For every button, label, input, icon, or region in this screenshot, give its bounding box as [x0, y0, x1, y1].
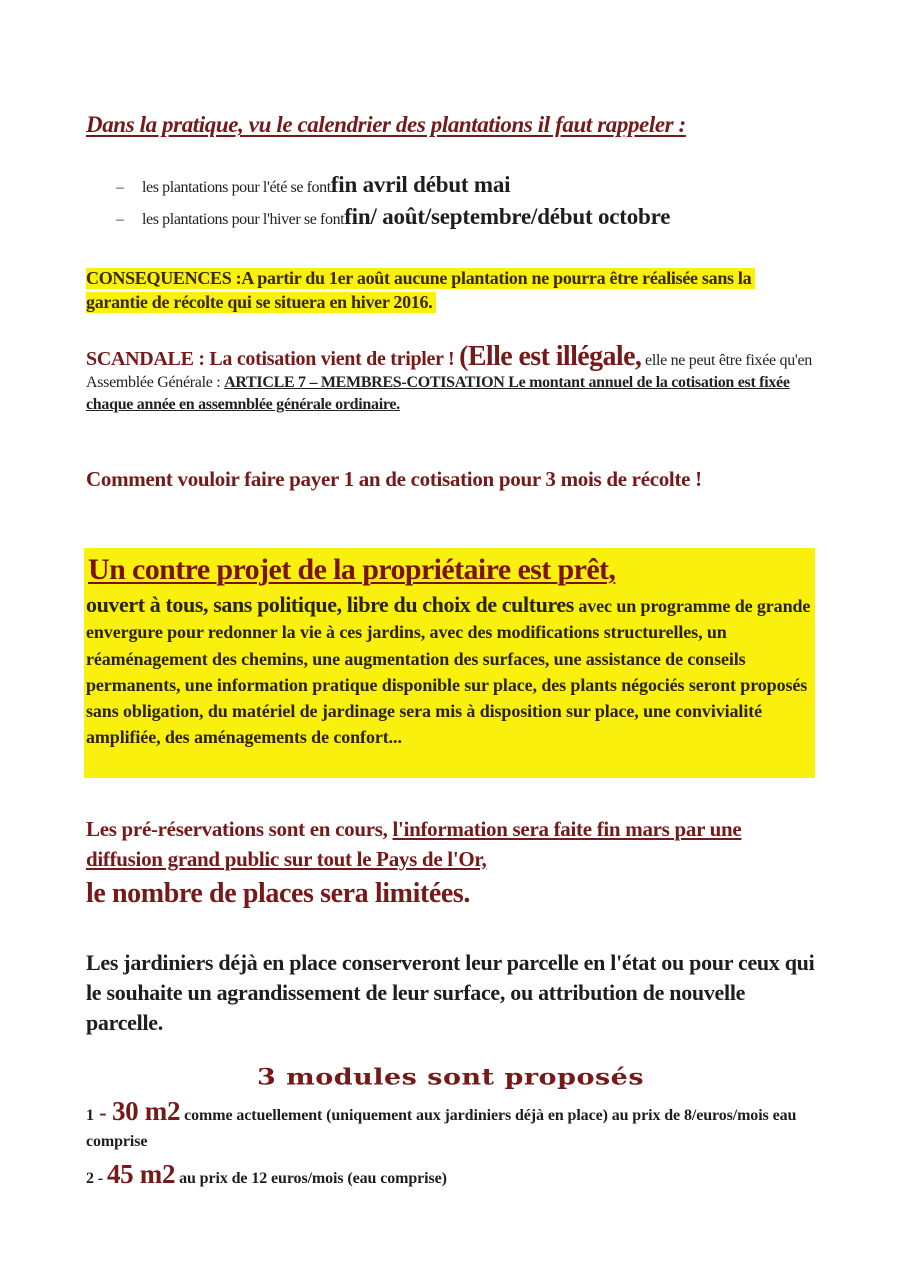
- scandale-continuation: elle ne peut être fixée qu'en Assemblée Générale :: [86, 352, 812, 391]
- reservations-announcement: l'information sera faite fin mars par une diffusion grand public sur tout le Pays de l'Or,: [86, 817, 742, 871]
- module-item: [86, 1098, 816, 1155]
- project-body-text: avec un programme de grande envergure pour redonner la vie à ces jardins, avec des modifications structurelles, un réaménagement des chemins, une augmentation des surfaces, une assistance de conseils permanents, une information pratique disponible sur place, des plants négociés seront proposés sans obligation, du matériel de jardinage sera mis à disposition sur place, une convivialité amplifiée, des aménagements de confort...: [86, 596, 811, 748]
- module-number: 1: [86, 1107, 94, 1124]
- project-description: [86, 592, 814, 751]
- intro-heading: Dans la pratique, vu le calendrier des plantations il faut rappeler :: [86, 112, 686, 137]
- dash-bullet-icon: –: [116, 211, 124, 228]
- project-lead: ouvert à tous, sans politique, libre du choix de cultures: [86, 592, 574, 617]
- article-7-citation: ARTICLE 7 – MEMBRES-COTISATION Le montant annuel de la cotisation est fixée chaque année en assemnblée générale ordinaire.: [86, 374, 790, 413]
- dash-bullet-icon: –: [116, 179, 124, 196]
- reservations-paragraph: [86, 814, 816, 914]
- scandale-emphasis: (Elle est illégale,: [459, 341, 642, 372]
- consequences-highlight: CONSEQUENCES :A partir du 1er août aucune plantation ne pourra être réalisée sans la garantie de récolte qui se situera en hiver 2016.: [86, 268, 755, 313]
- module-size: 30 m2: [111, 1096, 181, 1126]
- bullet-text: les plantations pour l'été se font: [142, 179, 331, 196]
- module-item: [86, 1161, 816, 1192]
- module-description: comme actuellement (uniquement aux jardiniers déjà en place) au prix de 8/euros/mois eau comprise: [86, 1107, 797, 1150]
- list-item: [116, 204, 670, 236]
- modules-list: [86, 1098, 816, 1192]
- reservations-lead: Les pré-réservations sont en cours,: [86, 817, 393, 841]
- project-title: Un contre projet de la propriétaire est prêt,: [88, 553, 616, 586]
- places-limited-notice: le nombre de places sera limitées.: [86, 878, 471, 909]
- modules-heading: 3 modules sont proposés: [256, 1064, 645, 1091]
- bullet-text: les plantations pour l'hiver se font: [142, 211, 345, 228]
- gardeners-paragraph: Les jardiniers déjà en place conserveront leur parcelle en l'état ou pour ceux qui le souhaite un agrandissement de leur surface, ou attribution de nouvelle parcelle.: [86, 950, 815, 1035]
- module-number: 2: [86, 1170, 94, 1187]
- module-description: au prix de 12 euros/mois (eau comprise): [175, 1170, 447, 1187]
- module-separator: -: [93, 1170, 107, 1187]
- list-item: [116, 172, 670, 204]
- module-separator: -: [93, 1100, 112, 1125]
- bullet-strong-text: fin avril début mai: [330, 172, 511, 197]
- planting-calendar-list: [116, 172, 670, 236]
- bullet-strong-text: fin/ août/septembre/début octobre: [344, 204, 671, 229]
- cotisation-question: Comment vouloir faire payer 1 an de cotisation pour 3 mois de récolte !: [86, 467, 702, 491]
- consequences-paragraph: [86, 266, 786, 314]
- module-size: 45 m2: [106, 1159, 176, 1189]
- scandale-lead: SCANDALE : La cotisation vient de tripler !: [86, 348, 460, 370]
- scandale-paragraph: [86, 341, 821, 416]
